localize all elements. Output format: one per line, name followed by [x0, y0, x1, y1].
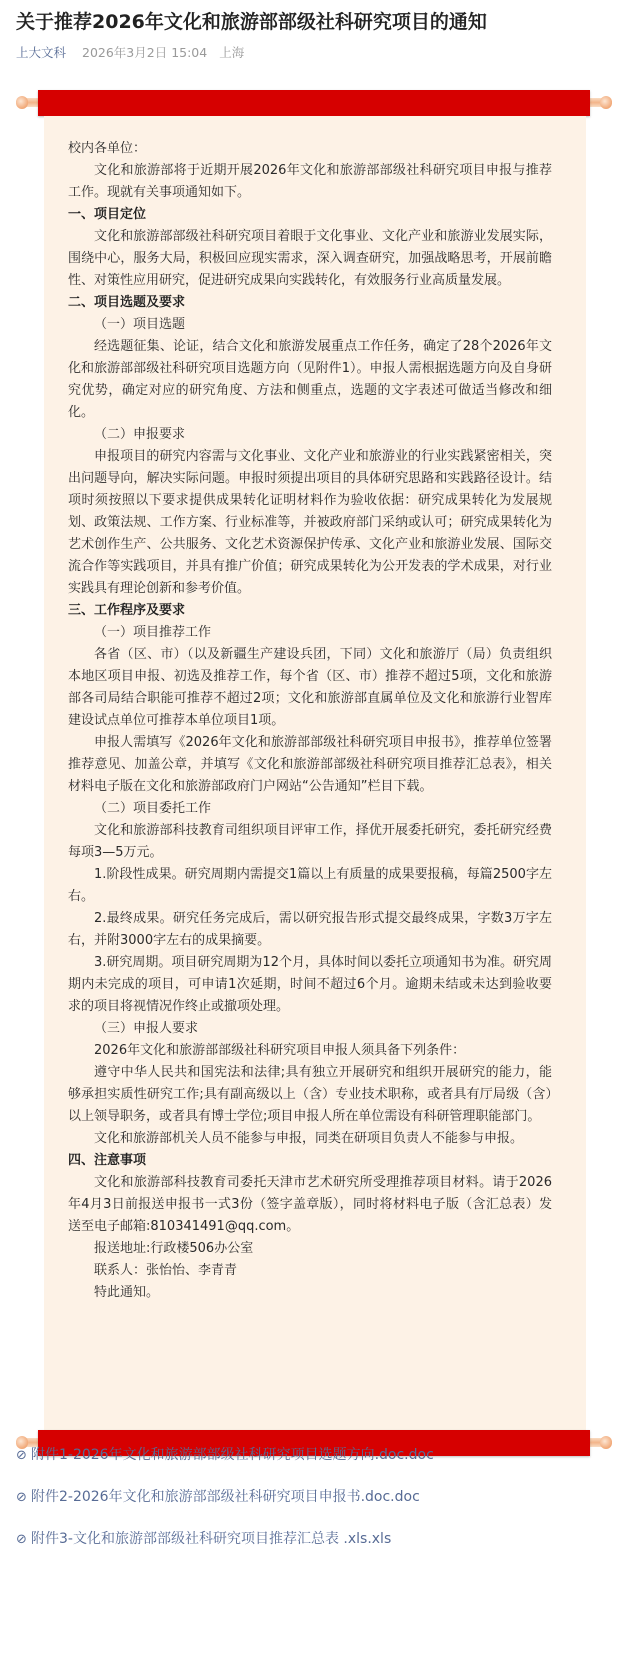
notice-body [68, 138, 552, 1304]
attachment-3-label[interactable]: 附件3-文化和旅游部部级社科研究项目推荐汇总表 .xls.xls [31, 1531, 392, 1547]
scroll-red-band [38, 90, 590, 116]
scroll-knob-left [16, 96, 28, 109]
red-scroll-banner-top [16, 90, 612, 116]
section-3-sub-2-item-3: 3.研究周期。项目研究周期为12个月，具体时间以委托立项通知书为准。研究周期内未完成的项目，可申请1次延期，时间不超过6个月。逾期未结或未达到验收要求的项目将视情况作终止或撤项处理。 [68, 955, 552, 1014]
attachment-1-label[interactable]: 附件1-2026年文化和旅游部部级社科研究项目选题方向.doc.doc [31, 1447, 434, 1463]
section-2-sub-2-heading: （二）申报要求 [94, 427, 186, 442]
contact-persons: 联系人：张怡怡、李青青 [94, 1263, 238, 1278]
paperclip-icon: ⊘ [16, 1448, 27, 1463]
section-3-sub-1-text-1: 各省（区、市）（以及新疆生产建设兵团，下同）文化和旅游厅（局）负责组织本地区项目申报、初选及推荐工作，每个省（区、市）推荐不超过5项，文化和旅游部各司局结合职能可推荐不超过2项；文化和旅游部直属单位及文化和旅游行业智库建设试点单位可推荐本单位项目1项。 [68, 647, 552, 728]
section-2-heading: 二、项目选题及要求 [68, 295, 186, 310]
section-3-sub-2-item-2: 2.最终成果。研究任务完成后，需以研究报告形式提交最终成果，字数3万字左右，并附3000字左右的成果摘要。 [68, 911, 552, 948]
section-3-sub-2-text: 文化和旅游部科技教育司组织项目评审工作，择优开展委托研究，委托研究经费每项3—5万元。 [68, 823, 552, 860]
section-2-sub-1-heading: （一）项目选题 [94, 317, 186, 332]
section-3-sub-2-heading: （二）项目委托工作 [94, 801, 212, 816]
attachment-link-2[interactable] [16, 1486, 616, 1509]
article-author-link[interactable]: 上大文科 [16, 45, 67, 60]
article-title: 关于推荐2026年文化和旅游部部级社科研究项目的通知 [16, 11, 487, 33]
article-meta [16, 44, 244, 62]
section-2-sub-2-text: 申报项目的研究内容需与文化事业、文化产业和旅游业的行业实践紧密相关，突出问题导向，解决实际问题。申报时须提出项目的具体研究思路和实践路径设计。结项时须按照以下要求提供成果转化证明材料作为验收依据：研究成果转化为发展规划、政策法规、工作方案、行业标准等，并被政府部门采纳或认可；研究成果转化为艺术创作生产、公共服务、文化艺术资源保护传承、文化产业和旅游业发展、国际交流合作等实践项目，并具有推广价值；研究成果转化为公开发表的学术成果，对行业实践具有理论创新和参考价值。 [68, 449, 552, 596]
intro-paragraph: 文化和旅游部将于近期开展2026年文化和旅游部部级社科研究项目申报与推荐工作。现就有关事项通知如下。 [68, 163, 552, 200]
closing-line: 特此通知。 [94, 1285, 160, 1300]
section-3-sub-3-text-1: 2026年文化和旅游部部级社科研究项目申报人须具备下列条件： [94, 1043, 466, 1058]
paperclip-icon: ⊘ [16, 1532, 27, 1547]
attachment-link-1[interactable] [16, 1444, 616, 1467]
article-location: 上海 [219, 45, 245, 60]
section-3-sub-2-item-1: 1.阶段性成果。研究周期内需提交1篇以上有质量的成果要报稿，每篇2500字左右。 [68, 867, 552, 904]
section-3-sub-1-text-2: 申报人需填写《2026年文化和旅游部部级社科研究项目申报书》，推荐单位签署推荐意见、加盖公章，并填写《文化和旅游部部级社科研究项目推荐汇总表》，相关材料电子版在文化和旅游部政府门户网站“公告通知”栏目下载。 [68, 735, 552, 794]
attachment-2-label[interactable]: 附件2-2026年文化和旅游部部级社科研究项目申报书.doc.doc [31, 1489, 420, 1505]
section-4-heading: 四、注意事项 [68, 1153, 147, 1168]
section-3-sub-3-heading: （三）申报人要求 [94, 1021, 199, 1036]
section-4-text: 文化和旅游部科技教育司委托天津市艺术研究所受理推荐项目材料。请于2026年4月3日前报送申报书一式3份（签字盖章版），同时将材料电子版（含汇总表）发送至电子邮箱:810341491@qq.com。 [68, 1175, 552, 1234]
section-3-sub-1-heading: （一）项目推荐工作 [94, 625, 212, 640]
submission-address: 报送地址:行政楼506办公室 [94, 1241, 254, 1256]
article-date: 2026年3月2日 15:04 [82, 45, 208, 60]
section-2-sub-1-text: 经选题征集、论证，结合文化和旅游发展重点工作任务，确定了28个2026年文化和旅游部部级社科研究项目选题方向（见附件1）。申报人需根据选题方向及自身研究优势，确定对应的研究角度、方法和侧重点，选题的文字表述可做适当修改和细化。 [68, 339, 552, 420]
paperclip-icon: ⊘ [16, 1490, 27, 1505]
section-3-sub-3-text-2: 遵守中华人民共和国宪法和法律;具有独立开展研究和组织开展研究的能力，能够承担实质性研究工作;具有副高级以上（含）专业技术职称，或者具有厅局级（含）以上领导职务，或者具有博士学位;项目申报人所在单位需设有科研管理职能部门。 [68, 1065, 552, 1124]
section-1-text: 文化和旅游部部级社科研究项目着眼于文化事业、文化产业和旅游业发展实际，围绕中心，服务大局，积极回应现实需求，深入调查研究，加强战略思考，开展前瞻性、对策性应用研究，促进研究成果向实践转化，有效服务行业高质量发展。 [68, 229, 552, 288]
scroll-knob-right [600, 96, 612, 109]
attachment-link-3[interactable] [16, 1528, 616, 1551]
section-3-heading: 三、工作程序及要求 [68, 603, 186, 618]
greeting: 校内各单位： [68, 141, 147, 156]
section-3-sub-3-text-3: 文化和旅游部机关人员不能参与申报，同类在研项目负责人不能参与申报。 [94, 1131, 524, 1146]
section-1-heading: 一、项目定位 [68, 207, 147, 222]
